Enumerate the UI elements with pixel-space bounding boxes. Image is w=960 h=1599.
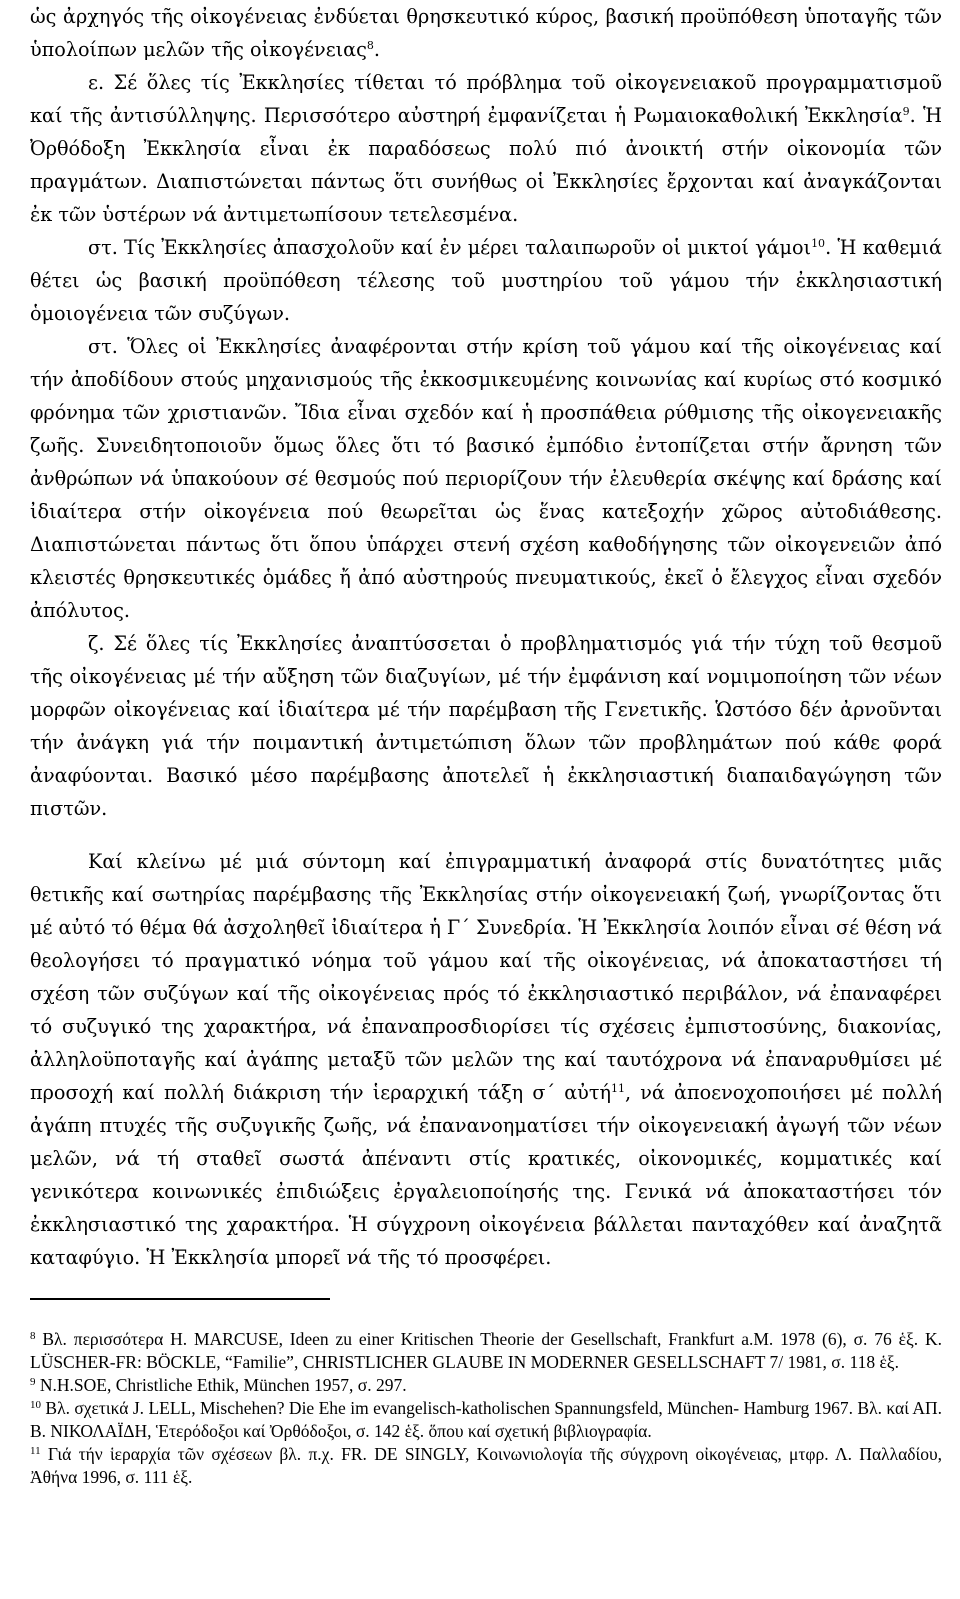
paragraph-z: ζ. Σέ ὅλες τίς Ἐκκλησίες ἀναπτύσσεται ὁ προβληματισμός γιά τήν τύχη τοῦ θεσμοῦ τῆς οἰκογένειας μέ τήν αὔξηση τῶν διαζυγίων, μέ τήν ἐμφάνιση καί νομιμοποίηση τῶν νέων μορφῶν οἰκογένειας καί ἰδιαίτερα μέ τήν παρέμβαση τῆς Γενετικῆς. Ὡστόσο δέν ἀρνοῦνται τήν ἀνάγκη γιά τήν ποιμαντική ἀντιμετώπιση ὅλων τῶν προβλημάτων πού κάθε φορά ἀναφύονται. Βασικό μέσο παρέμβασης ἀποτελεῖ ἡ ἐκκλησιαστική διαπαιδαγώγηση τῶν πιστῶν.	[30, 632, 942, 820]
footnote-10	[30, 1397, 942, 1443]
paragraph-st-mixed-marriages: στ. Τίς Ἐκκλησίες ἀπασχολοῦν καί ἐν μέρει ταλαιπωροῦν οἱ μικτοί γάμοι$^{10}$. Ἡ καθεμιά θέτει ὡς βασική προϋπόθεση τέλεσης τοῦ μυστηρίου τοῦ γάμου τήν ἐκκλησιαστική ὁμοιογένεια τῶν συζύγων.	[30, 236, 943, 325]
paragraph-st-crisis: στ. Ὅλες οἱ Ἐκκλησίες ἀναφέρονται στήν κρίση τοῦ γάμου καί τῆς οἰκογένειας καί τήν ἀποδίδουν στούς μηχανισμούς τῆς ἐκκοσμικευμένης κοινωνίας καί κυρίως στό κοσμικό φρόνημα τῶν χριστιανῶν. Ἴδια εἶναι σχεδόν καί ἡ προσπάθεια ρύθμισης τῆς οἰκογενειακῆς ζωῆς. Συνειδητοποιοῦν ὅμως ὅλες ὅτι τό βασικό ἐμπόδιο ἐντοπίζεται στήν ἄρνηση τῶν ἀνθρώπων νά ὑπακούουν σέ θεσμούς πού περιορίζουν τήν ἐλευθερία σκέψης καί δράσης καί ἰδιαίτερα στήν οἰκογένεια πού θεωρεῖται ὡς ἕνας κατεξοχήν χῶρος αὐτοδιάθεσης. Διαπιστώνεται πάντως ὅτι ὅπου ὑπάρχει στενή σχέση καθοδήγησης τῶν οἰκογενειῶν ἀπό κλειστές θρησκευτικές ὁμάδες ἤ ἀπό αὐστηρούς πνευματικούς, ἐκεῖ ὁ ἔλεγχος εἶναι σχεδόν ἀπόλυτος.	[30, 335, 942, 622]
footnote-ref-10[interactable]: 10	[811, 237, 826, 250]
footnote-ref-9[interactable]: 9	[902, 105, 910, 118]
paragraph-continuation: ὡς ἀρχηγός τῆς οἰκογένειας ἐνδύεται θρησκευτικό κύρος, βασική προϋπόθεση ὑποταγῆς τῶν ὑπολοίπων μελῶν τῆς οἰκογένειας$^8$.	[30, 5, 942, 61]
footnote-8	[30, 1328, 942, 1374]
paragraph-e: ε. Σέ ὅλες τίς Ἐκκλησίες τίθεται τό πρόβλημα τοῦ οἰκογενειακοῦ προγραμματισμοῦ καί τῆς ἀντισύλληψης. Περισσότερο αὐστηρή ἐμφανίζεται ἡ Ρωμαιοκαθολική Ἐκκλησία$^9$. Ἡ Ὀρθόδοξη Ἐκκλησία εἶναι ἐκ παραδόσεως πολύ πιό ἀνοικτή στήν οἰκονομία τῶν πραγμάτων. Διαπιστώνεται πάντως ὅτι συνήθως οἱ Ἐκκλησίες ἔρχονται καί ἀναγκάζονται ἐκ τῶν ὑστέρων νά ἀντιμετωπίσουν τετελεσμένα.	[30, 71, 942, 226]
footnote-text: Βλ. περισσότερα H. MARCUSE, Ideen zu einer Kritischen Theorie der Gesellschaft, Frankfurt a.M. 1978 (6), σ. 76 ἑξ. K. LÜSCHER-FR: BÖCKLE, “Familie”, CHRISTLICHER GLAUBE IN MODERNER GESELLSCHAFT 7/ 1981, σ. 118 ἑξ.	[30, 1329, 942, 1372]
document-page	[30, 0, 942, 1599]
footnote-number: 11	[30, 1445, 41, 1457]
footnotes	[30, 1328, 942, 1489]
footnote-number: 9	[30, 1376, 36, 1388]
footnote-9	[30, 1374, 942, 1397]
footnote-text: Βλ. σχετικά J. LELL, Mischehen? Die Ehe im evangelisch-katholischen Spannungsfeld, München- Hamburg 1967. Βλ. καί ΑΠ. Β. ΝΙΚΟΛΑΪΔΗ, Ἑτερόδοξοι καί Ὀρθόδοξοι, σ. 142 ἑξ. ὅπου καί σχετική βιβλιογραφία.	[30, 1398, 942, 1441]
footnote-number: 8	[30, 1330, 36, 1342]
footnote-text: Γιά τήν ἱεραρχία τῶν σχέσεων βλ. π.χ. FR. DE SINGLY, Κοινωνιολογία τῆς σύγχρονη οἰκογένειας, μτφρ. Λ. Παλλαδίου, Ἀθήνα 1996, σ. 111 ἑξ.	[30, 1444, 943, 1487]
footnote-ref-11[interactable]: 11	[610, 1082, 625, 1095]
footnote-ref-8[interactable]: 8	[366, 39, 374, 52]
footnote-separator	[30, 1298, 330, 1300]
paragraph-closing: Καί κλείνω μέ μιά σύντομη καί ἐπιγραμματική ἀναφορά στίς δυνατότητες μιᾶς θετικῆς καί σωτηρίας παρέμβασης τῆς Ἐκκλησίας στήν οἰκογενειακή ζωή, γνωρίζοντας ὅτι μέ αὐτό τό θέμα θά ἀσχοληθεῖ ἰδιαίτερα ἡ Γ΄ Συνεδρία. Ἡ Ἐκκλησία λοιπόν εἶναι σέ θέση νά θεολογήσει τό πραγματικό νόημα τοῦ γάμου καί τῆς οἰκογένειας, νά ἀποκαταστήσει τή σχέση τῶν συζύγων καί τῆς οἰκογένειας πρός τό ἐκκλησιαστικό περιβάλον, νά ἐπαναφέρει τό συζυγικό της χαρακτήρα, νά ἐπαναπροσδιορίσει τίς σχέσεις ἐμπιστοσύνης, διακονίας, ἀλληλοϋποταγῆς καί ἀγάπης μεταξῦ τῶν μελῶν της καί ταυτόχρονα νά ἐπαναρυθμίσει μέ προσοχή καί πολλή διάκριση τήν ἱεραρχική τάξη σ΄ αὐτή$^{11}$, νά ἀποενοχοποιήσει μέ πολλή ἀγάπη πτυχές τῆς συζυγικῆς ζωῆς, νά ἐπανανοηματίσει τήν οἰκογενειακή ἀγωγή τῶν νέων μελῶν, νά τή σταθεῖ σωστά ἀπέναντι στίς κρατικές, οἰκονομικές, κομματικές καί γενικότερα κοινωνικές ἐπιδιώξεις ἐργαλειοποίησής της. Γενικά νά ἀποκαταστήσει τόν ἐκκλησιαστικό της χαρακτήρα. Ἡ σύγχρονη οἰκογένεια βάλλεται πανταχόθεν καί ἀναζητᾶ καταφύγιο. Ἡ Ἐκκλησία μπορεῖ νά τῆς τό προσφέρει.	[30, 850, 942, 1269]
body-text	[30, 0, 942, 1274]
footnote-number: 10	[30, 1399, 41, 1411]
footnote-11	[30, 1443, 942, 1489]
footnote-text: N.H.SOE, Christliche Ethik, München 1957, σ. 297.	[39, 1375, 407, 1395]
